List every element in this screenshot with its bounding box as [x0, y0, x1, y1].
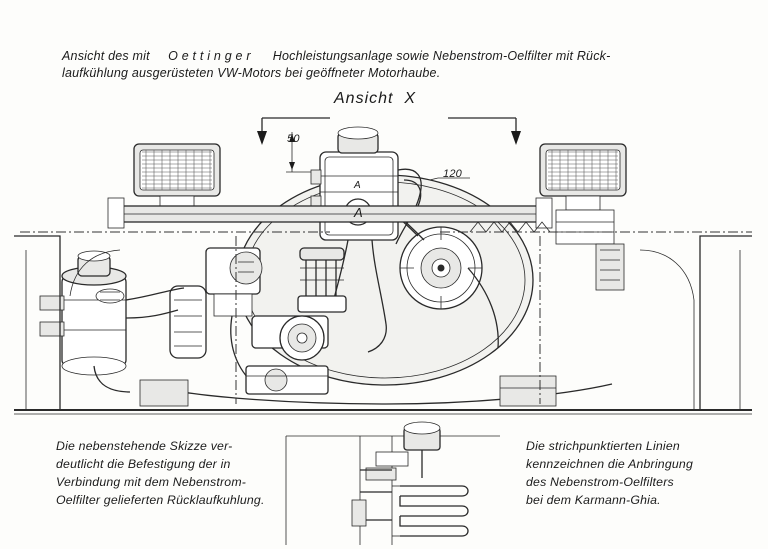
view-label: Ansicht X [334, 90, 417, 107]
bottom-left-caption-line-1: Die nebenstehende Skizze ver- [56, 439, 233, 453]
bottom-right-caption-line-2: kennzeichnen die Anbringung [526, 457, 693, 471]
bottom-left-caption-line-4: Oelfilter gelieferten Rücklaufkuhlung. [56, 493, 265, 507]
dimension-120-label: 120 [443, 168, 462, 180]
top-caption-line-2: laufkühlung ausgerüsteten VW-Motors bei geöffneter Motorhaube. [62, 66, 441, 80]
top-caption-line-1: Ansicht des mit O e t t i n g e r Hochleistungsanlage sowie Nebenstrom-Oelfilter mit Rück- [62, 49, 611, 63]
crank-pulley [400, 227, 482, 309]
bottom-left-caption-line-3: Verbindung mit dem Nebenstrom- [56, 475, 247, 489]
bottom-right-caption-line-4: bei dem Karmann-Ghia. [526, 493, 661, 507]
intake-manifold [298, 248, 346, 312]
bottom-right-caption-line-1: Die strichpunktierten Linien [526, 439, 680, 453]
filter-cap-marker: A [354, 180, 361, 191]
bottom-left-caption-line-2: deutlicht die Befestigung der in [56, 457, 231, 471]
bottom-right-caption-line-3: des Nebenstrom-Oelfilters [526, 475, 674, 489]
dimension-50-label: 50 [287, 133, 300, 145]
callout-a-label: A [354, 205, 363, 220]
